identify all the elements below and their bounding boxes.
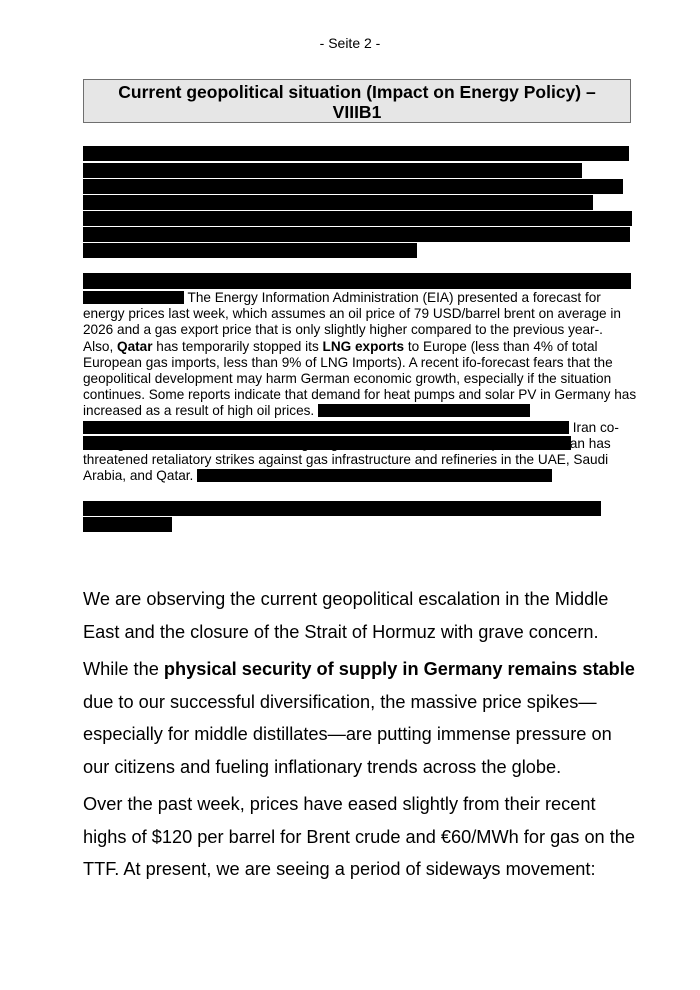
redaction-bar [83, 211, 632, 226]
redaction-bar [83, 163, 582, 178]
statement-paragraph-2 [83, 653, 643, 783]
statement-p2-post: due to our successful diversification, the massive price spikes—especially for middle distillates—are putting immense pressure on our citizens and fueling inflationary trends across the globe. [83, 691, 612, 777]
statement-p2-bold: physical security of supply in Germany remains stable [163, 659, 635, 679]
analysis-text [83, 290, 643, 484]
redaction-bar [83, 195, 593, 210]
lng-exports-bold: LNG exports [322, 338, 405, 354]
redaction-bar [83, 243, 417, 258]
redaction-bar [83, 501, 601, 516]
redaction-bar [83, 227, 630, 242]
qatar-text-3: to Europe (less than 4% of total European gas imports, less than 9% of LNG Imports). A recent ifo-forecast fears that the geopolitical development may harm German economic growth, especially if the situation continues. Some reports indicate that demand for heat pumps and solar PV in Germany has increased as a result of high oil prices. [83, 338, 637, 419]
eia-paragraph-text: The Energy Information Administration (EIA) presented a forecast for energy prices last week, which assumes an oil price of 79 USD/barrel brent on average in 2026 and a gas export price that is only slightly higher compared to the previous year-. [83, 290, 621, 338]
section-title-line1: Current geopolitical situation (Impact on Energy Policy) – [118, 82, 596, 102]
qatar-text-2: has temporarily stopped its [152, 338, 323, 354]
section-title-line2: VIIIB1 [332, 102, 382, 122]
inline-redaction [318, 404, 530, 417]
page-number: - Seite 2 - [319, 35, 381, 51]
statement-p2-pre: While the [83, 659, 164, 679]
eia-paragraph [83, 290, 643, 339]
inline-redaction [83, 421, 569, 434]
qatar-bold: Qatar [117, 338, 153, 354]
redaction-bar [83, 517, 172, 532]
qatar-text-1: Also, [83, 338, 117, 354]
redaction-bar [83, 273, 631, 289]
redaction-bar [83, 179, 623, 194]
statement-paragraph-3: Over the past week, prices have eased slightly from their recent highs of $120 per barrel for Brent crude and €60/MWh for gas on the TTF. At present, we are seeing a period of sideways movement: [83, 794, 636, 879]
qatar-paragraph [83, 339, 643, 485]
qatar-text-4: Iran co-manages South Pars, the world’s largest gas field, with Qatar. In response, Teheran has threatened retaliatory strikes against gas infrastructure and refineries in the UAE, Saudi Arabia, and Qatar. [83, 419, 619, 484]
inline-redaction [83, 291, 184, 304]
inline-redaction [197, 469, 552, 482]
redaction-bar [83, 146, 629, 161]
statement-text [83, 583, 643, 891]
section-title-box [83, 79, 631, 123]
statement-paragraph-1: We are observing the current geopolitical escalation in the Middle East and the closure of the Strait of Hormuz with grave concern. [83, 589, 609, 642]
